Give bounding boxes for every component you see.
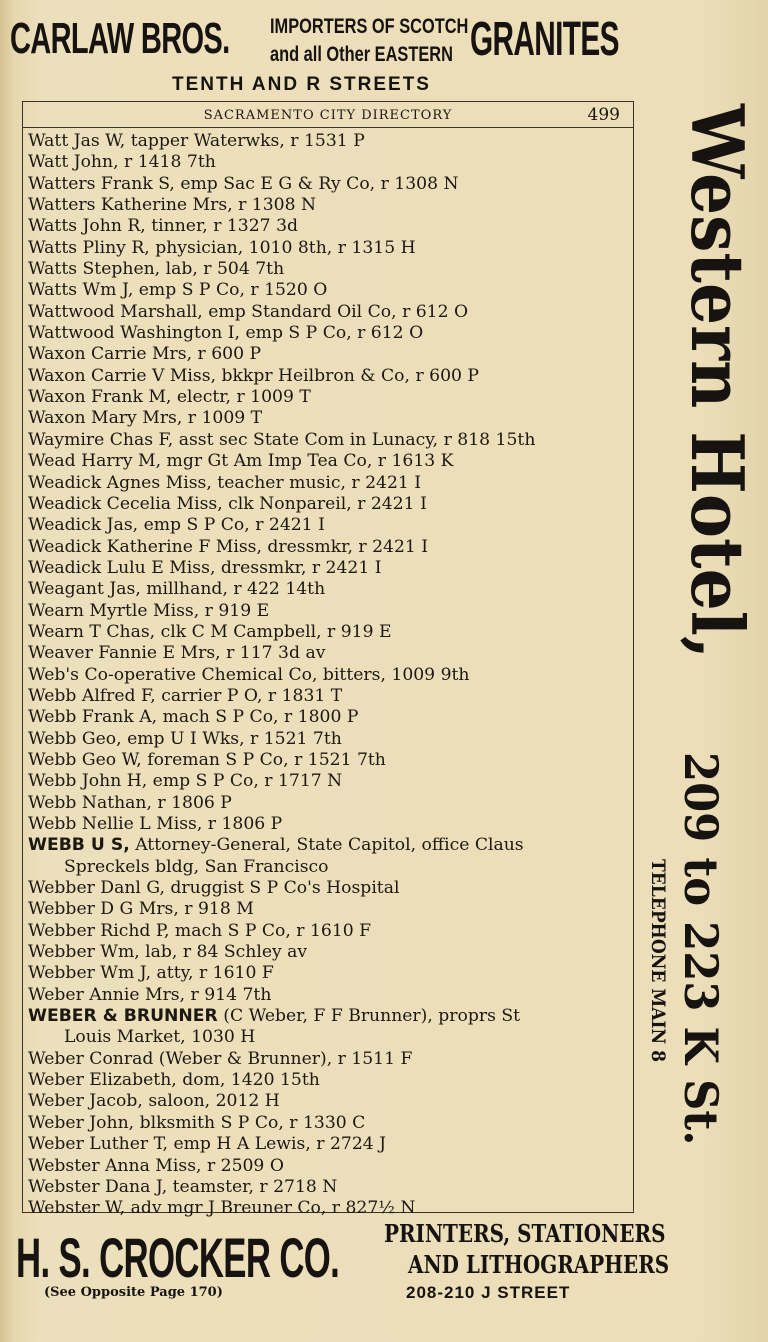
entry-detail: clk Nonpareil, r 2421 I	[222, 493, 427, 514]
entry-name: Weber John,	[28, 1112, 135, 1133]
directory-entry	[28, 387, 630, 408]
entry-name: Watts Stephen,	[28, 259, 161, 280]
side-advertisement	[642, 104, 762, 1216]
entry-name: Wattwood Marshall,	[28, 301, 203, 322]
entry-name: Webster W,	[28, 1198, 126, 1219]
entry-detail: Attorney-General, State Capitol, office Claus	[129, 835, 524, 856]
entry-detail: emp U I Wks, r 1521 7th	[121, 728, 342, 749]
directory-entry	[28, 366, 630, 387]
entry-name: Weadick Jas,	[28, 515, 139, 536]
entry-name: Wead Harry M,	[28, 451, 162, 472]
entry-detail: r 918 M	[178, 899, 254, 920]
directory-entry	[28, 1177, 630, 1198]
entry-name: Webb Nellie L Miss,	[28, 814, 203, 834]
entry-detail: millhand, r 422 14th	[140, 579, 326, 600]
entry-detail: foreman S P Co, r 1521 7th	[141, 749, 386, 770]
directory-entry	[28, 451, 630, 472]
carlaw-eastern-line: and all Other EASTERN	[270, 43, 453, 66]
entry-detail: druggist S P Co's Hospital	[164, 878, 400, 899]
entry-detail: r 2509 O	[201, 1155, 284, 1176]
directory-entry	[28, 1006, 630, 1027]
entry-name: Watts Wm J,	[28, 280, 134, 301]
entry-detail: r 1418 7th	[118, 152, 216, 173]
directory-entry	[28, 601, 630, 622]
entry-name: Web's Co-operative Chemical Co,	[28, 664, 318, 685]
entry-detail: saloon, 2012 H	[142, 1091, 280, 1112]
page-number: 499	[587, 105, 620, 125]
entry-detail: r 1806 P	[151, 792, 232, 813]
directory-entry	[28, 729, 630, 750]
entry-name: Weagant Jas,	[28, 579, 141, 600]
directory-entry	[28, 537, 630, 558]
entry-name: Weadick Lulu E Miss,	[28, 557, 216, 578]
entry-detail: emp S P Co, r 612 O	[240, 323, 424, 344]
entry-name: Weber Annie Mrs,	[28, 984, 186, 1005]
crocker-company-name: H. S. CROCKER CO.	[16, 1226, 340, 1289]
entry-name: Weadick Katherine F Miss,	[28, 536, 262, 557]
entry-detail: r 1806 P	[202, 814, 283, 834]
directory-entry	[28, 686, 630, 707]
entry-name: Weber Conrad	[28, 1048, 154, 1069]
carlaw-importers-line: IMPORTERS OF SCOTCH	[270, 15, 469, 38]
entry-detail: dressmkr, r 2421 I	[261, 536, 429, 557]
entry-detail: r 1308 N	[232, 195, 317, 216]
entry-detail: r 914 7th	[185, 984, 272, 1005]
entry-detail: carrier P O, r 1831 T	[155, 685, 343, 706]
entry-detail: dom, 1420 15th	[176, 1070, 320, 1091]
crocker-lithographers-line: AND LITHOGRAPHERS	[408, 1250, 670, 1279]
carlaw-address: TENTH AND R STREETS	[172, 74, 431, 95]
entry-name: Webb Geo,	[28, 728, 122, 749]
entry-name: Webster Anna Miss,	[28, 1155, 202, 1176]
directory-entry	[28, 515, 630, 536]
directory-entry	[28, 835, 630, 856]
entry-detail: emp S P Co, r 1520 O	[133, 280, 328, 301]
directory-entry	[28, 942, 630, 963]
directory-entry	[28, 878, 630, 899]
entry-detail: emp H A Lewis, r 2724 J	[168, 1134, 387, 1155]
directory-entry	[28, 665, 630, 686]
entry-detail: tapper Waterwks, r 1531 P	[125, 131, 365, 151]
entry-name: Webb Alfred F,	[28, 685, 156, 706]
entry-detail: r 117 3d av	[220, 643, 326, 664]
directory-entry	[28, 1070, 630, 1091]
directory-entries	[28, 131, 630, 1220]
entry-name: Weadick Cecelia Miss,	[28, 493, 223, 514]
entry-detail: emp Sac E G & Ry Co, r 1308 N	[174, 173, 459, 194]
entry-detail: (C Weber, F F Brunner), proprs St	[217, 1006, 521, 1027]
entry-detail: electr, r 1009 T	[171, 387, 311, 408]
entry-name: Waxon Mary Mrs,	[28, 408, 183, 429]
entry-detail: mgr Gt Am Imp Tea Co, r 1613 K	[161, 451, 454, 472]
entry-detail: tinner, r 1327 3d	[145, 216, 299, 237]
entry-name: Watt John,	[28, 152, 119, 173]
entry-name: Weaver Fannie E Mrs,	[28, 643, 221, 664]
entry-name: Weber Elizabeth,	[28, 1070, 177, 1091]
directory-entry	[28, 1134, 630, 1155]
entry-detail: emp S P Co, r 2421 I	[138, 515, 325, 536]
carlaw-bros-name: CARLAW BROS.	[10, 14, 230, 63]
entry-name: Webb Nathan,	[28, 792, 152, 813]
directory-entry	[28, 579, 630, 600]
entry-detail: bkkpr Heilbron & Co, r 600 P	[216, 365, 479, 386]
entry-name: Weber Luther T,	[28, 1134, 168, 1155]
entry-name: Watts John R,	[28, 216, 146, 237]
directory-entry	[28, 152, 630, 173]
directory-entry-continuation	[28, 1027, 630, 1048]
directory-entry	[28, 344, 630, 365]
entry-detail: r 600 P	[192, 344, 262, 365]
directory-entry	[28, 814, 630, 835]
bottom-advertisement	[0, 1215, 768, 1342]
western-hotel-name: Western Hotel,	[675, 104, 760, 660]
entry-name: Weber Jacob,	[28, 1091, 143, 1112]
directory-entry	[28, 174, 630, 195]
directory-entry	[28, 899, 630, 920]
directory-title: SACRAMENTO CITY DIRECTORY	[203, 108, 453, 123]
entry-detail: clk C M Campbell, r 919 E	[155, 621, 392, 642]
entry-detail: Louis Market, 1030 H	[64, 1027, 256, 1048]
entry-name: WEBER & BRUNNER	[28, 1006, 218, 1027]
directory-entry	[28, 643, 630, 664]
directory-entry	[28, 558, 630, 579]
directory-entry	[28, 302, 630, 323]
directory-entry	[28, 622, 630, 643]
entry-detail: mach S P Co, r 1610 F	[169, 920, 372, 941]
directory-entry	[28, 216, 630, 237]
entry-detail: adv mgr J Breuner Co, r 827½ N	[125, 1198, 416, 1219]
entry-detail: dressmkr, r 2421 I	[215, 557, 382, 578]
entry-detail: r 919 E	[199, 600, 270, 621]
top-advertisement	[0, 0, 768, 100]
entry-name: Waymire Chas F,	[28, 429, 174, 450]
entry-name: Webber D G Mrs,	[28, 899, 179, 920]
entry-name: Waxon Carrie Mrs,	[28, 344, 193, 365]
entry-detail: lab, r 504 7th	[160, 259, 285, 280]
entry-name: WEBB U S,	[28, 835, 130, 856]
directory-entry	[28, 408, 630, 429]
directory-entry	[28, 771, 630, 792]
directory-entry	[28, 1049, 630, 1070]
entry-name: Wearn Myrtle Miss,	[28, 600, 200, 621]
entry-detail: physician, 1010 8th, r 1315 H	[149, 237, 416, 258]
entry-name: Wattwood Washington I,	[28, 323, 241, 344]
directory-entry	[28, 793, 630, 814]
entry-detail: (Weber & Brunner), r 1511 F	[153, 1048, 413, 1069]
entry-detail: emp Standard Oil Co, r 612 O	[202, 301, 469, 322]
directory-entry	[28, 280, 630, 301]
directory-entry	[28, 259, 630, 280]
entry-detail: teacher music, r 2421 I	[211, 472, 422, 493]
western-hotel-address: 209 to 223 K St.	[674, 752, 728, 1146]
western-hotel-telephone: TELEPHONE MAIN 8	[647, 859, 669, 1063]
carlaw-granites: GRANITES	[470, 13, 619, 66]
directory-entry	[28, 131, 630, 152]
entry-name: Webber Wm J,	[28, 963, 152, 984]
entry-detail: mach S P Co, r 1800 P	[157, 707, 359, 728]
directory-entry	[28, 921, 630, 942]
entry-name: Webber Wm,	[28, 942, 140, 963]
entry-detail: r 1009 T	[182, 408, 263, 429]
running-head	[22, 104, 634, 128]
crocker-address: 208-210 J STREET	[406, 1283, 571, 1302]
crocker-see-note: (See Opposite Page 170)	[44, 1285, 223, 1300]
directory-entry	[28, 1156, 630, 1177]
directory-entry	[28, 1091, 630, 1112]
entry-detail: teamster, r 2718 N	[167, 1176, 338, 1197]
directory-entry-continuation	[28, 857, 630, 878]
entry-detail: emp S P Co, r 1717 N	[147, 771, 343, 792]
entry-name: Webber Richd P,	[28, 920, 170, 941]
crocker-printers-line: PRINTERS, STATIONERS	[384, 1219, 666, 1248]
directory-entry	[28, 323, 630, 344]
entry-name: Waxon Frank M,	[28, 387, 172, 408]
directory-entry	[28, 195, 630, 216]
directory-entry	[28, 750, 630, 771]
entry-detail: atty, r 1610 F	[151, 963, 274, 984]
entry-detail: Spreckels bldg, San Francisco	[64, 856, 329, 877]
directory-entry	[28, 430, 630, 451]
entry-name: Webb John H,	[28, 771, 148, 792]
entry-name: Webb Geo W,	[28, 749, 142, 770]
directory-entry	[28, 494, 630, 515]
entry-name: Waxon Carrie V Miss,	[28, 365, 217, 386]
directory-entry	[28, 1113, 630, 1134]
entry-name: Watters Katherine Mrs,	[28, 195, 233, 216]
entry-name: Watts Pliny R,	[28, 237, 150, 258]
directory-entry	[28, 473, 630, 494]
entry-name: Watters Frank S,	[28, 173, 175, 194]
entry-name: Webster Dana J,	[28, 1176, 168, 1197]
entry-name: Webb Frank A,	[28, 707, 158, 728]
directory-entry	[28, 707, 630, 728]
entry-detail: asst sec State Com in Lunacy, r 818 15th	[173, 429, 536, 450]
entry-detail: blksmith S P Co, r 1330 C	[134, 1112, 366, 1133]
entry-name: Weadick Agnes Miss,	[28, 472, 212, 493]
entry-detail: lab, r 84 Schley av	[139, 942, 308, 963]
entry-name: Webber Danl G,	[28, 878, 165, 899]
entry-name: Watt Jas W,	[28, 131, 126, 151]
entry-name: Wearn T Chas,	[28, 621, 156, 642]
directory-entry	[28, 963, 630, 984]
entry-detail: bitters, 1009 9th	[317, 664, 470, 685]
directory-entry	[28, 238, 630, 259]
directory-entry	[28, 985, 630, 1006]
